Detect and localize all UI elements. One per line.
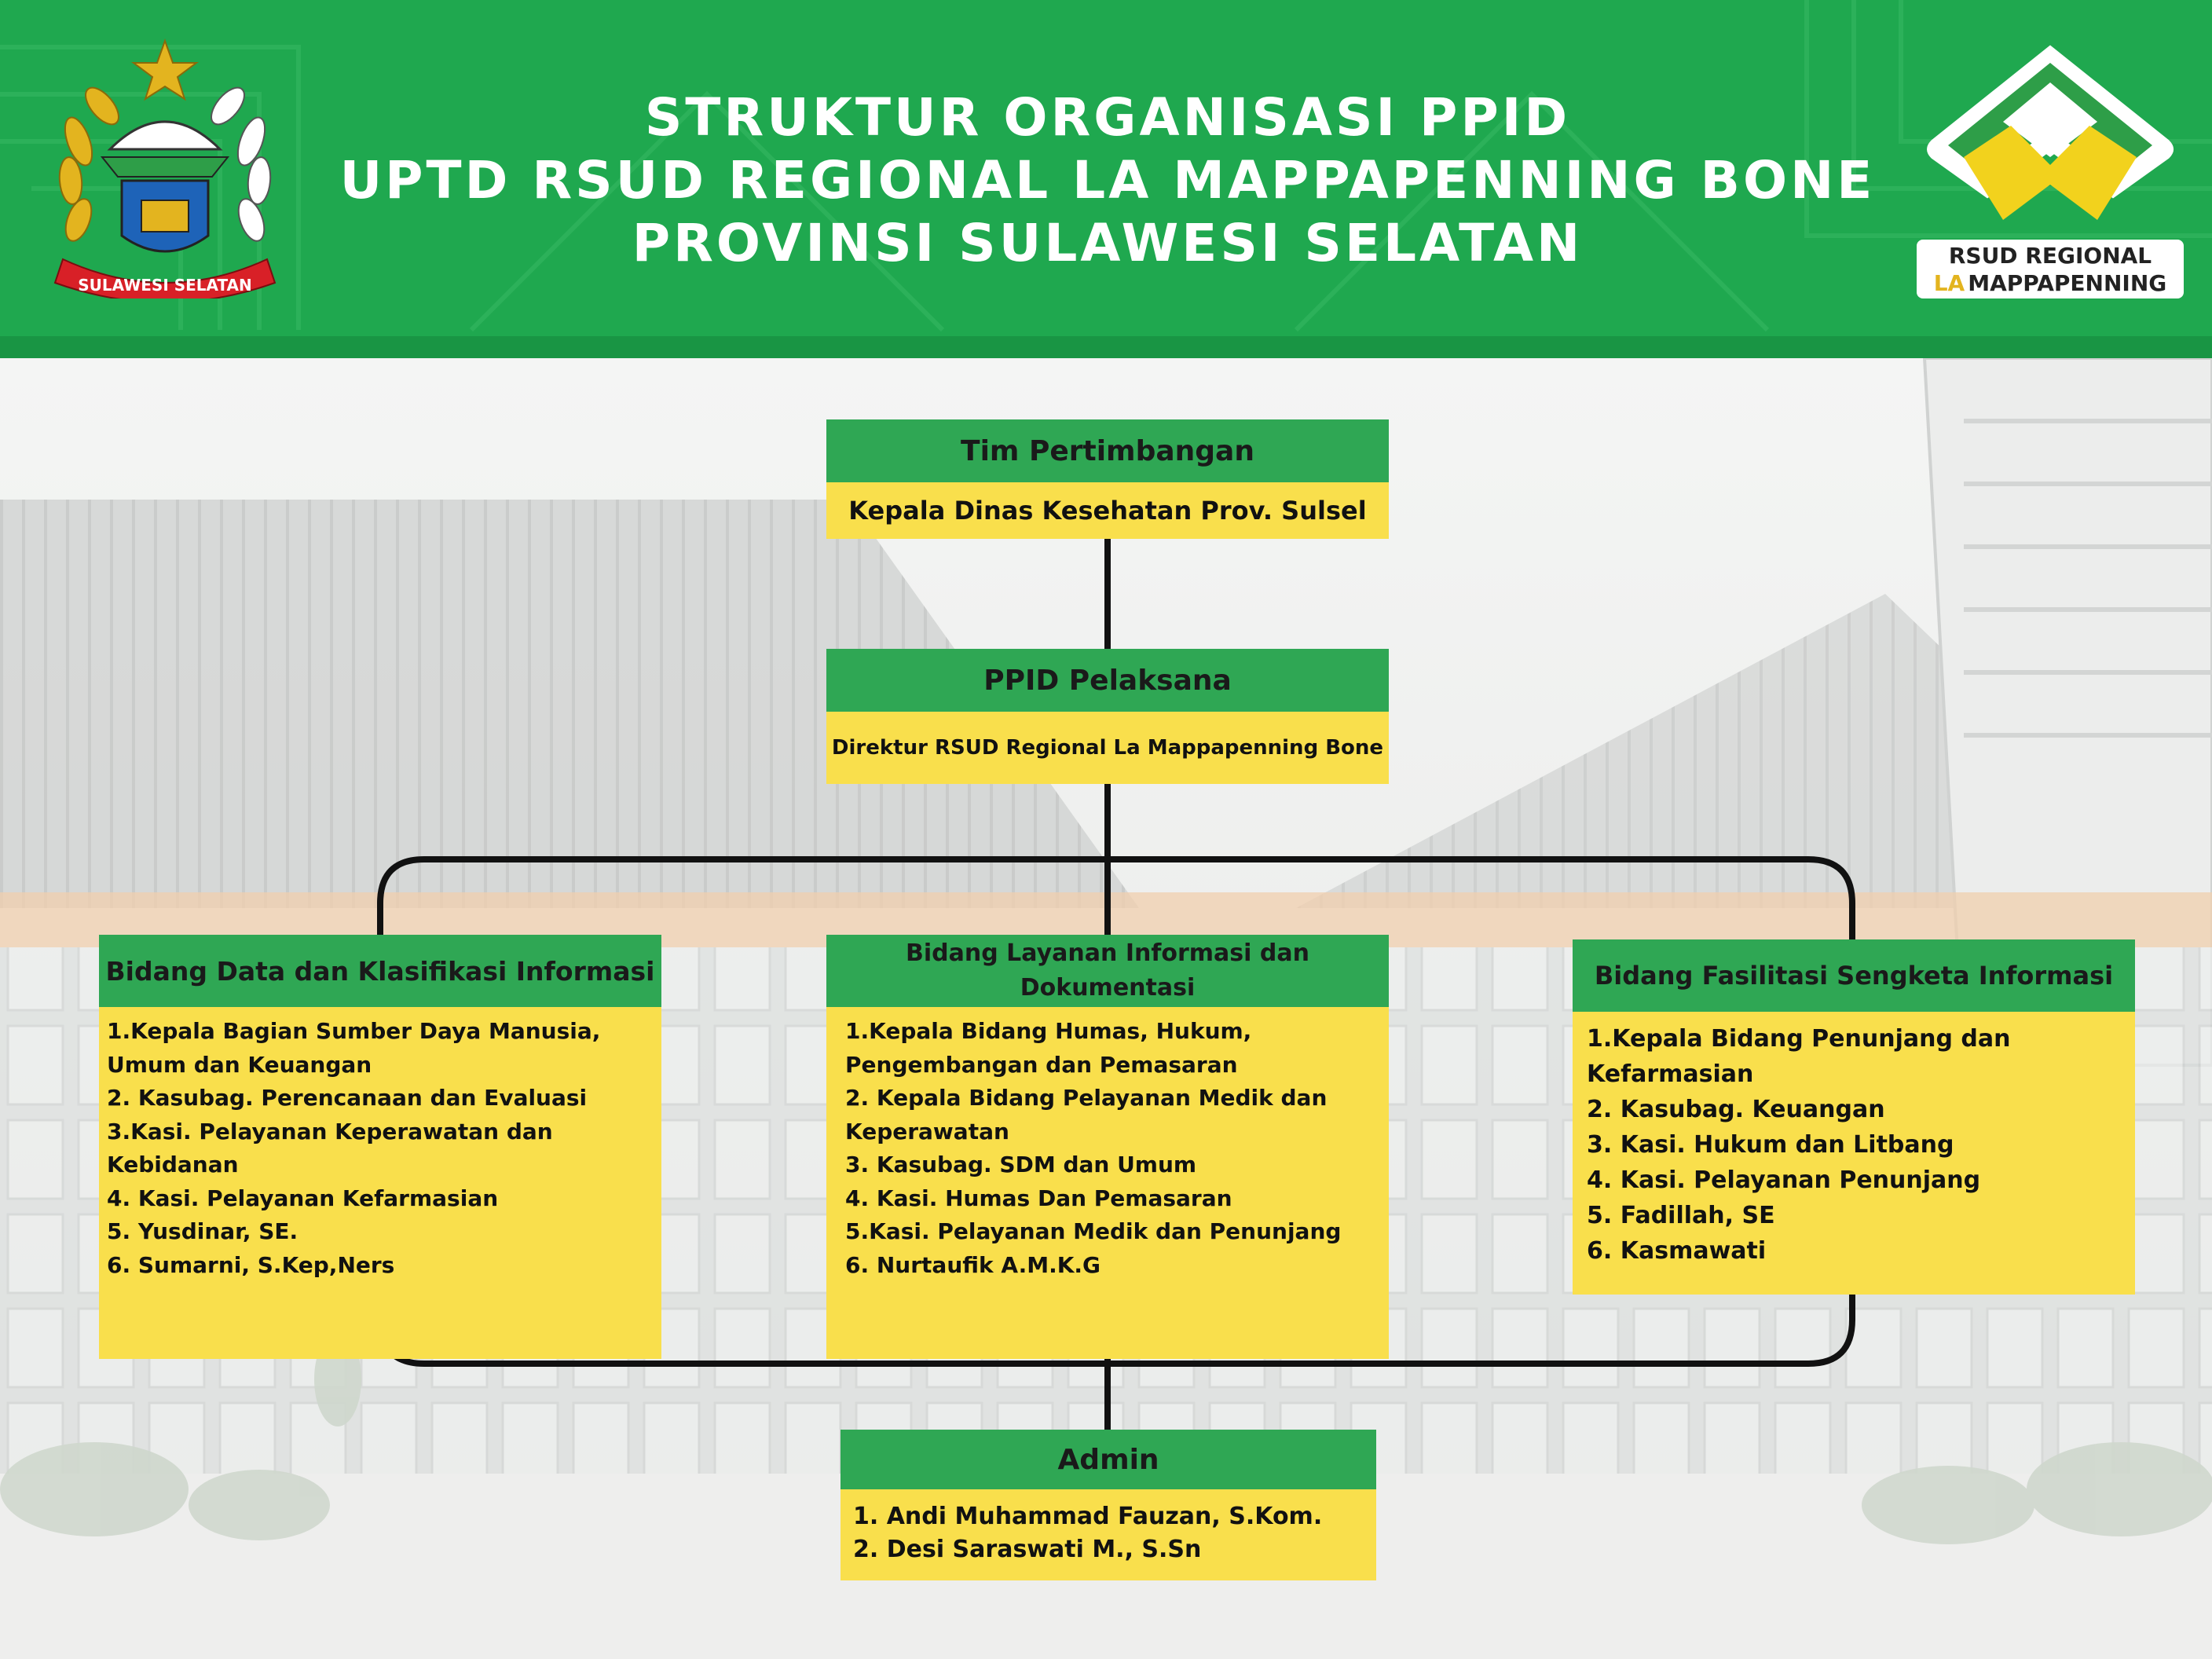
list-item: 1.Kepala Bidang Humas, Hukum, Pengembangan dan Pemasaran (845, 1018, 1252, 1078)
hospital-logo-line1: RSUD REGIONAL (1948, 243, 2152, 269)
svg-text:LAMAPPAPENNING (1934, 270, 2167, 296)
bidang-data-list (107, 1015, 654, 1282)
list-item: 5. Fadillah, SE (1587, 1202, 1775, 1229)
admin-body (840, 1489, 1376, 1580)
tim-pertimbangan-box (826, 419, 1389, 539)
header-bottom-band (0, 336, 2212, 358)
list-item: 1. Andi Muhammad Fauzan, S.Kom. (853, 1503, 1323, 1530)
admin-title: Admin (840, 1430, 1376, 1489)
bidang-layanan-body (826, 1007, 1389, 1359)
ppid-pelaksana-body: Direktur RSUD Regional La Mappapenning Bone (826, 712, 1389, 784)
list-item: 6. Sumarni, S.Kep,Ners (107, 1251, 395, 1278)
bidang-fasilitasi-body (1573, 1012, 2135, 1295)
list-item: 4. Kasi. Pelayanan Penunjang (1587, 1166, 1981, 1194)
list-item: 4. Kasi. Humas Dan Pemasaran (845, 1185, 1232, 1211)
emblem-ribbon-text: SULAWESI SELATAN (78, 276, 252, 295)
bidang-fasilitasi-list (1573, 1012, 2135, 1269)
bidang-layanan-title: Bidang Layanan Informasi dan Dokumentasi (826, 935, 1389, 1007)
tim-pertimbangan-body: Kepala Dinas Kesehatan Prov. Sulsel (826, 482, 1389, 539)
ppid-pelaksana-box (826, 649, 1389, 784)
list-item: 2. Kepala Bidang Pelayanan Medik dan Keperawatan (845, 1085, 1328, 1144)
list-item: 3. Kasubag. SDM dan Umum (845, 1152, 1197, 1177)
list-item: 6. Nurtaufik A.M.K.G (845, 1251, 1101, 1278)
list-item: 5. Yusdinar, SE. (107, 1218, 298, 1244)
header-banner (0, 0, 2212, 358)
bidang-data-box (99, 935, 661, 1359)
admin-list (853, 1500, 1364, 1566)
list-item: 2. Desi Saraswati M., S.Sn (853, 1536, 1202, 1563)
list-item: 3. Kasi. Hukum dan Litbang (1587, 1131, 1954, 1159)
bidang-data-title: Bidang Data dan Klasifikasi Informasi (99, 935, 661, 1007)
bidang-fasilitasi-title: Bidang Fasilitasi Sengketa Informasi (1573, 939, 2135, 1012)
tim-pertimbangan-title: Tim Pertimbangan (826, 419, 1389, 482)
bidang-layanan-list (845, 1015, 1370, 1282)
list-item: 1.Kepala Bidang Penunjang dan Kefarmasian (1587, 1025, 2011, 1088)
list-item: 4. Kasi. Pelayanan Kefarmasian (107, 1185, 499, 1211)
title-line-1: STRUKTUR ORGANISASI PPID (644, 87, 1571, 148)
ppid-pelaksana-title: PPID Pelaksana (826, 649, 1389, 712)
bidang-layanan-box (826, 935, 1389, 1359)
list-item: 1.Kepala Bagian Sumber Daya Manusia, Umum dan Keuangan (107, 1018, 601, 1078)
title-line-2: UPTD RSUD REGIONAL LA MAPPAPENNING BONE (339, 150, 1876, 211)
list-item: 5.Kasi. Pelayanan Medik dan Penunjang (845, 1218, 1342, 1244)
admin-box (840, 1430, 1376, 1580)
hospital-logo-mappapenning: MAPPAPENNING (1968, 270, 2167, 296)
title-line-3: PROVINSI SULAWESI SELATAN (632, 213, 1584, 273)
list-item: 6. Kasmawati (1587, 1237, 1767, 1265)
page-title (298, 86, 1917, 275)
list-item: 3.Kasi. Pelayanan Keperawatan dan Kebidanan (107, 1118, 553, 1177)
provincial-emblem-icon (47, 31, 283, 298)
hospital-logo-icon (1917, 39, 2184, 298)
bidang-data-body (99, 1007, 661, 1359)
list-item: 2. Kasubag. Keuangan (1587, 1096, 1885, 1123)
bidang-fasilitasi-box (1573, 939, 2135, 1295)
hospital-logo-la: LA (1933, 270, 1965, 296)
list-item: 2. Kasubag. Perencanaan dan Evaluasi (107, 1085, 588, 1111)
